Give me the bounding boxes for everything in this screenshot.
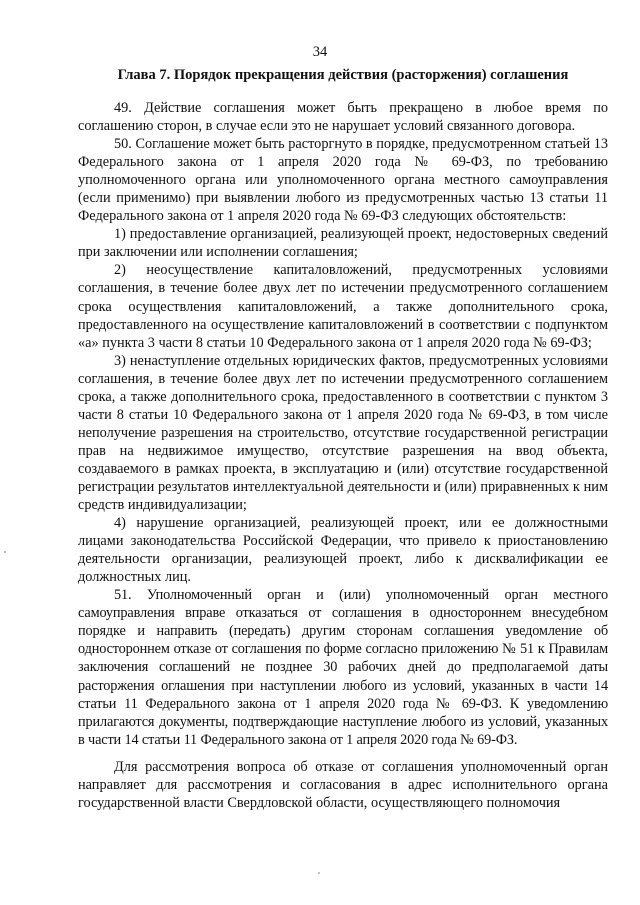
list-item-4: 4) нарушение организацией, реализующей проект, или ее должностными лицами законодательства Российской Федерации, что привело к приостановлению деятельности организации, реализующей проект, либо к дисквалификации ее должностных лиц. (78, 515, 608, 586)
list-item-1: 1) предоставление организацией, реализующей проект, недостоверных сведений при заключении или исполнении соглашения; (78, 226, 608, 261)
paragraph-50: 50. Соглашение может быть расторгнуто в порядке, предусмотренном статьей 13 Федерального закона от 1 апреля 2020 года № 69-ФЗ, по требованию уполномоченного органа или уполномоченного органа местного самоуправления (если применимо) при выявлении любого из предусмотренных частью 13 статьи 11 Федерального закона от 1 апреля 2020 года № 69-ФЗ следующих обстоятельств: (78, 136, 608, 225)
scan-dot (318, 872, 320, 874)
list-item-3: 3) ненаступление отдельных юридических фактов, предусмотренных условиями соглашения, в течение более двух лет по истечении предусмотренного соглашением срока, а также дополнительного срока, предоставленного в соответствии с пунктом 3 части 8 статьи 10 Федерального закона от 1 апреля 2020 года № 69-ФЗ, в том числе неполучение разрешения на строительство, отсутствие государственной регистрации прав на недвижимое имущество, отсутствие разрешения на ввод объекта, создаваемого в рамках проекта, в эксплуатацию и (или) отсутствие государственной регистрации результатов интеллектуальной деятельности и (или) приравненных к ним средств индивидуализации; (78, 352, 608, 514)
margin-dot (4, 551, 6, 553)
paragraph-51: 51. Уполномоченный орган и (или) уполномоченный орган местного самоуправления вправе отказаться от соглашения в одностороннем внесудебном порядке и направить (передать) другим сторонам соглашения уведомление об одностороннем отказе от соглашения по форме согласно приложению № 51 к Правилам заключения соглашений не позднее 30 рабочих дней до предполагаемой даты расторжения оглашения при наступлении любого из условий, указанных в части 14 статьи 11 Федерального закона от 1 апреля 2020 года № 69-ФЗ. К уведомлению прилагаются документы, подтверждающие наступление любого из условий, указанных в части 14 статьи 11 Федерального закона от 1 апреля 2020 года № 69-ФЗ. (78, 587, 608, 748)
paragraph-continuation: Для рассмотрения вопроса об отказе от соглашения уполномоченный орган направляет для рассмотрения и согласования в адрес исполнительного органа государственной власти Свердловской области, осуществляющего полномочия (78, 758, 608, 811)
list-item-2: 2) неосуществление капиталовложений, предусмотренных условиями соглашения, в течение более двух лет по истечении предусмотренного соглашением срока осуществления капиталовложений, а также дополнительного срока, предоставленного на осуществление капиталовложений в соответствии с подпунктом «а» пункта 3 части 8 статьи 10 Федерального закона от 1 апреля 2020 года № 69-ФЗ; (78, 262, 608, 351)
page-number: 34 (312, 44, 328, 60)
paragraph-49: 49. Действие соглашения может быть прекращено в любое время по соглашению сторон, в случае если это не нарушает условий связанного договора. (78, 100, 608, 135)
document-body (78, 99, 608, 812)
chapter-title: Глава 7. Порядок прекращения действия (расторжения) соглашения (117, 67, 569, 83)
